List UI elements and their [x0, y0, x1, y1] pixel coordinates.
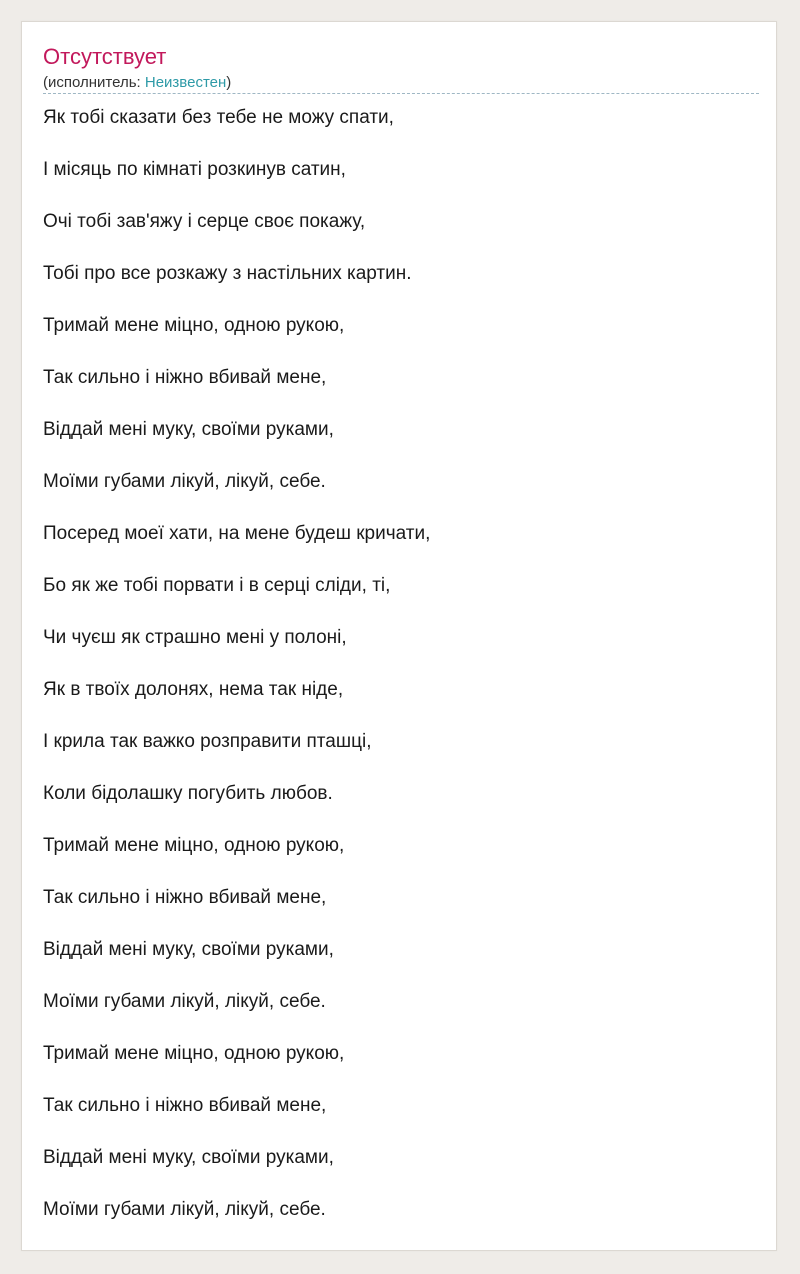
lyric-line: Віддай мені муку, своїми руками,: [43, 939, 334, 960]
lyric-line: Так сильно і ніжно вбивай мене,: [43, 367, 327, 388]
lyric-line: Віддай мені муку, своїми руками,: [43, 419, 334, 440]
lyrics-list: [43, 105, 430, 1249]
lyric-line: Моїми губами лікуй, лікуй, себе.: [43, 991, 326, 1012]
lyric-line: Очі тобі зав'яжу і серце своє покажу,: [43, 211, 366, 232]
lyric-line: Моїми губами лікуй, лікуй, себе.: [43, 1199, 326, 1220]
lyric-line: Як в твоїх долонях, нема так ніде,: [43, 679, 344, 700]
title-divider: [43, 93, 759, 94]
lyric-line: Посеред моеї хати, на мене будеш кричати,: [43, 523, 431, 544]
lyric-line: Моїми губами лікуй, лікуй, себе.: [43, 471, 326, 492]
artist-line: [43, 73, 231, 93]
lyric-line: І місяць по кімнаті розкинув сатин,: [43, 159, 346, 180]
lyric-line: Бо як же тобі порвати і в серці сліди, ті,: [43, 575, 391, 596]
lyric-line: Так сильно і ніжно вбивай мене,: [43, 1095, 327, 1116]
lyric-line: Чи чуєш як страшно мені у полоні,: [43, 627, 347, 648]
lyric-line: Тримай мене міцно, одною рукою,: [43, 1043, 345, 1064]
lyric-line: Як тобі сказати без тебе не можу спати,: [43, 107, 394, 128]
lyric-line: Тримай мене міцно, одною рукою,: [43, 315, 345, 336]
lyric-line: Тобі про все розкажу з настільних картин.: [43, 263, 412, 284]
artist-link[interactable]: Неизвестен: [144, 74, 227, 91]
song-title: Отсутствует: [43, 44, 167, 69]
lyric-line: Так сильно і ніжно вбивай мене,: [43, 887, 327, 908]
lyric-line: Віддай мені муку, своїми руками,: [43, 1147, 334, 1168]
lyric-line: Коли бідолашку погубить любов.: [43, 783, 333, 804]
artist-suffix: ): [226, 74, 232, 91]
lyric-line: І крила так важко розправити пташці,: [43, 731, 372, 752]
lyric-line: Тримай мене міцно, одною рукою,: [43, 835, 345, 856]
artist-prefix: (исполнитель:: [43, 74, 145, 91]
lyrics-card: [21, 21, 777, 1251]
